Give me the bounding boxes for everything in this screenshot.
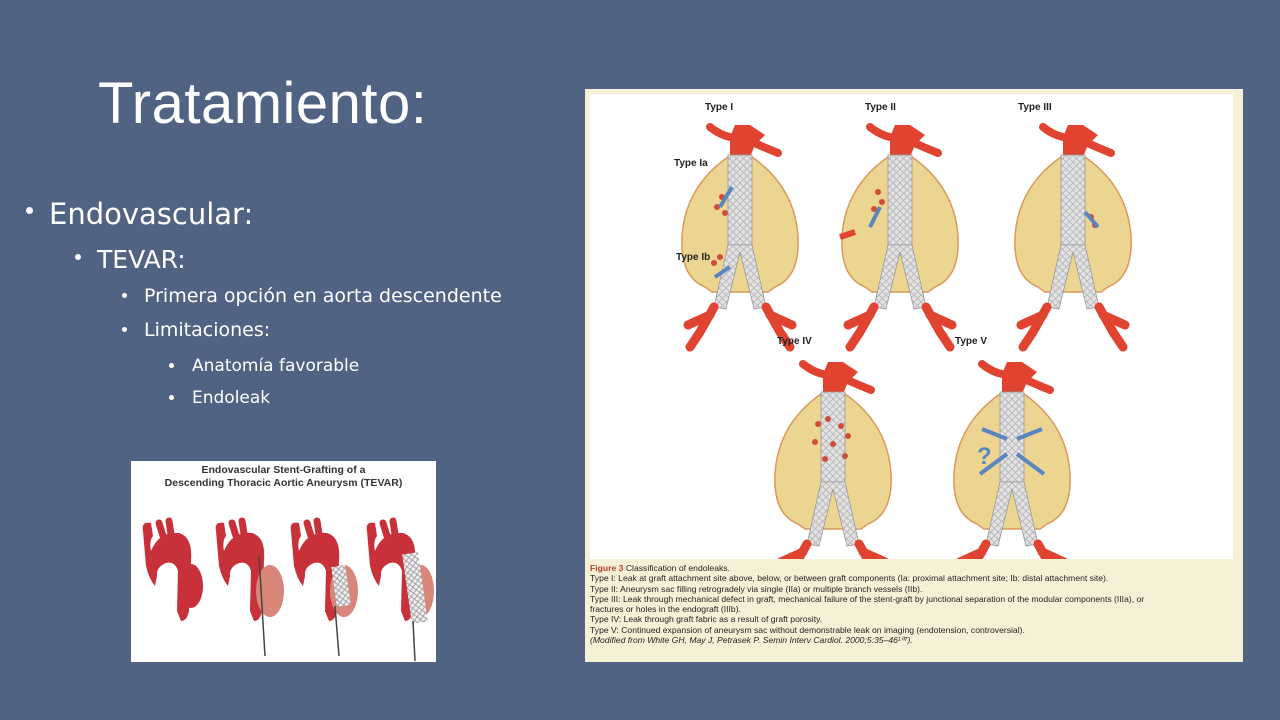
tevar-caption-line2: Descending Thoracic Aortic Aneurysm (TEVAR)	[164, 477, 403, 489]
label-type-v: Type V	[955, 336, 988, 347]
aorta-stage-4	[367, 521, 434, 661]
endoleak-type-ii-diagram	[840, 125, 958, 347]
svg-text:?: ?	[977, 443, 992, 470]
endoleak-type-iv-diagram	[775, 362, 891, 559]
tevar-illustration	[131, 461, 436, 662]
tevar-figure	[131, 461, 436, 662]
bullet-dot	[26, 207, 33, 214]
aorta-stage-3	[291, 521, 358, 656]
label-type-ii: Type II	[865, 102, 896, 113]
label-type-ia: Type Ia	[674, 158, 708, 169]
bullet-endovascular	[49, 197, 253, 231]
caption-line: fractures or holes in the endograft (IIIb).	[590, 604, 741, 615]
caption-line: Type V: Continued expansion of aneurysm sac without demonstrable leak on imaging (endotension, controversial).	[590, 624, 1025, 635]
endoleak-illustration-panel	[590, 94, 1233, 559]
aorta-stage-1	[143, 521, 203, 621]
bullet-limitaciones	[144, 319, 270, 341]
label-type-iii: Type III	[1018, 102, 1052, 113]
caption-figure-number: Figure 3	[590, 563, 624, 573]
bullet-text: Primera opción en aorta descendente	[144, 285, 502, 307]
slide-title: Tratamiento:	[98, 71, 428, 136]
endoleak-figure	[585, 89, 1243, 662]
endoleak-type-v-diagram	[954, 362, 1070, 559]
bullet-dot	[169, 395, 174, 400]
bullet-text: Anatomía favorable	[192, 356, 360, 376]
endoleak-type-iii-diagram	[1015, 125, 1131, 347]
label-type-ib: Type Ib	[676, 252, 711, 263]
caption-line: Type IV: Leak through graft fabric as a result of graft porosity.	[590, 614, 823, 625]
bullet-dot	[122, 293, 127, 298]
bullet-anatomia	[192, 356, 359, 376]
label-type-iv: Type IV	[777, 336, 812, 347]
bullet-text: Endoleak	[192, 388, 271, 408]
bullet-tevar	[97, 245, 186, 274]
caption-line: Type I: Leak at graft attachment site above, below, or between graft components (Ia: proximal attachment site; Ib: distal attachment site).	[590, 573, 1109, 584]
caption-line: Type III: Leak through mechanical defect in graft, mechanical failure of the stent-graft by junctional separation of the modular components (IIIa), or	[590, 593, 1145, 604]
bullet-text: Endovascular:	[49, 197, 254, 231]
caption-title: Classification of endoleaks.	[625, 563, 730, 573]
bullet-dot	[169, 363, 174, 368]
bullet-dot	[122, 327, 127, 332]
label-type-i: Type I	[705, 102, 734, 113]
bullet-text: TEVAR:	[97, 245, 186, 274]
caption-line: Type II: Aneurysm sac filling retrogradely via single (IIa) or multiple branch vessels (IIb).	[590, 583, 923, 594]
bullet-dot	[75, 254, 81, 260]
endoleak-caption	[590, 563, 1240, 645]
caption-line: (Modified from White GH, May J, Petrasek P. Semin Interv Cardiol. 2000;5:35–46¹⁰⁷).	[590, 635, 913, 646]
aorta-stage-2	[216, 521, 284, 656]
bullet-primera-opcion	[144, 285, 502, 307]
tevar-caption-line1: Endovascular Stent-Grafting of a	[201, 464, 366, 476]
bullet-endoleak	[192, 388, 270, 408]
bullet-text: Limitaciones:	[144, 319, 271, 341]
